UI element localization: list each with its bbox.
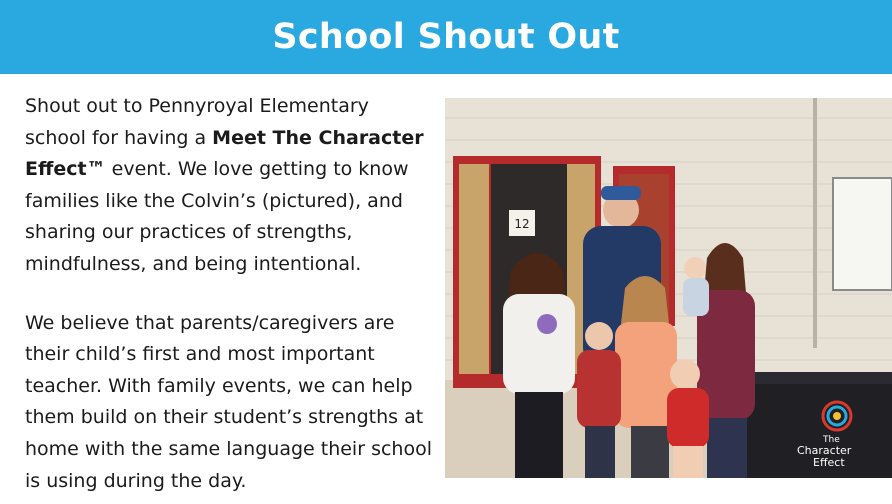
paragraph-intro [25,91,433,281]
banner-line-3: Effect [813,456,845,469]
paragraph-families: We believe that parents/caregivers are their child’s first and most important teacher. With family events, we can help them build on their student’s strengths at home with the same language their school is using during the day. [25,311,432,492]
page-title: School Shout Out [272,17,620,57]
banner-line-1: The [823,435,840,445]
article-body [25,91,433,497]
intro-text-end: event. We love getting to know families like the Colvin’s (pictured), and sharing our practices of strengths, mindfulness, and being intentional. [25,158,409,275]
door-number: 12 [514,217,530,231]
banner-line-2: Character [797,444,852,457]
intro-text-start: Shout out to Pennyroyal Elementary school for having a [25,95,369,149]
page-header [0,0,892,74]
event-name: Meet The Character Effect™ [25,126,424,181]
family-photo [445,98,892,478]
